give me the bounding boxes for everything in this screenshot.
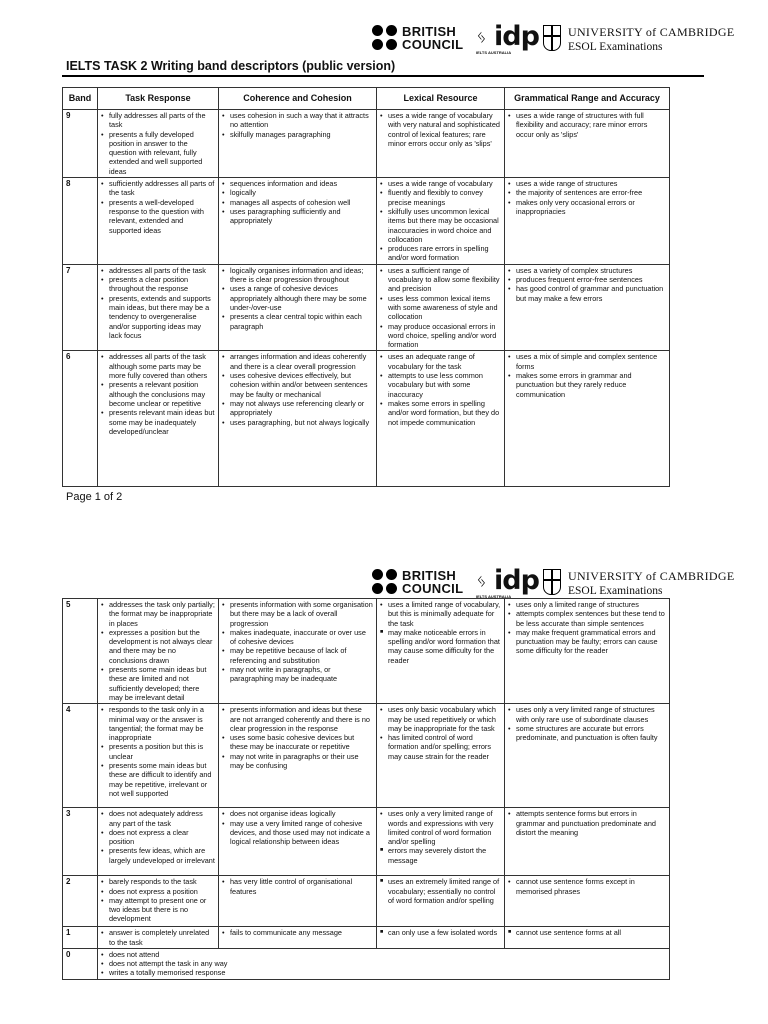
british-council-dots-icon bbox=[372, 569, 398, 595]
british-council-text: BRITISH COUNCIL bbox=[402, 568, 464, 596]
band-row-3 bbox=[63, 808, 670, 876]
lexical-cell-list bbox=[380, 266, 501, 350]
task-response-cell bbox=[98, 704, 219, 808]
coherence-cell bbox=[219, 599, 377, 704]
descriptor-item: • skilfully uses uncommon lexical items but there may be occasional inaccuracies in word choice and collocation bbox=[380, 207, 501, 244]
lexical-cell bbox=[377, 264, 505, 351]
descriptor-item: • sequences information and ideas bbox=[222, 179, 373, 188]
coherence-cell bbox=[219, 351, 377, 487]
descriptor-item: • presents information with some organisation but there may be a lack of overall progression bbox=[222, 600, 373, 628]
descriptor-item: • some structures are accurate but errors predominate, and punctuation is often faulty bbox=[508, 724, 666, 743]
descriptor-item: • may not always use referencing clearly or appropriately bbox=[222, 399, 373, 418]
grammar-cell bbox=[505, 876, 670, 927]
coherence-cell bbox=[219, 876, 377, 927]
descriptor-item: • may attempt to present one or two ideas but there is no development bbox=[101, 896, 215, 924]
coherence-cell-list bbox=[222, 705, 373, 770]
descriptor-item: • attempts sentence forms but errors in grammar and punctuation predominate and distort the meaning bbox=[508, 809, 666, 837]
idp-mark-icon: ᛃ bbox=[476, 571, 487, 591]
descriptor-item: • answer is completely unrelated to the task bbox=[101, 928, 215, 947]
descriptor-item: • skilfully manages paragraphing bbox=[222, 130, 373, 139]
idp-subtext: IELTS AUSTRALIA bbox=[476, 594, 512, 599]
descriptor-item: • the majority of sentences are error-free bbox=[508, 188, 666, 197]
band-number: 4 bbox=[63, 704, 98, 808]
band-row-5 bbox=[63, 599, 670, 704]
descriptor-item: • presents a well-developed response to the question with relevant, extended and supported ideas bbox=[101, 198, 215, 235]
coherence-cell bbox=[219, 927, 377, 949]
descriptor-item: • logically bbox=[222, 188, 373, 197]
descriptor-item: ■ can only use a few isolated words bbox=[380, 928, 501, 937]
cambridge-name: UNIVERSITY of CAMBRIDGE bbox=[568, 25, 735, 39]
band-number: 1 bbox=[63, 927, 98, 949]
coherence-cell bbox=[219, 704, 377, 808]
header-band: Band bbox=[63, 88, 98, 110]
descriptor-item: • presents a fully developed position in answer to the question with relevant, fully extended and well supported ideas bbox=[101, 130, 215, 176]
descriptor-item: ■ errors may severely distort the message bbox=[380, 846, 501, 865]
descriptor-item: • may not write in paragraphs, or paragraphing may be inadequate bbox=[222, 665, 373, 684]
band-number: 7 bbox=[63, 264, 98, 351]
coherence-cell-list bbox=[222, 266, 373, 331]
band-number: 6 bbox=[63, 351, 98, 487]
descriptor-item: • uses a sufficient range of vocabulary to allow some flexibility and precision bbox=[380, 266, 501, 294]
grammar-cell bbox=[505, 808, 670, 876]
task-response-cell-list bbox=[101, 705, 215, 798]
task-response-cell bbox=[98, 876, 219, 927]
lexical-cell-list bbox=[380, 111, 501, 148]
descriptor-item: • presents some main ideas but these are limited and not sufficiently developed; there may be irrelevant detail bbox=[101, 665, 215, 702]
cambridge-name: UNIVERSITY of CAMBRIDGE bbox=[568, 569, 735, 583]
coherence-cell-list bbox=[222, 877, 373, 896]
descriptor-item: • expresses a position but the development is not always clear and there may be no conclusions drawn bbox=[101, 628, 215, 665]
descriptor-item: • uses a wide range of vocabulary with very natural and sophisticated control of lexical features; rare minor errors occur only as 'slips' bbox=[380, 111, 501, 148]
descriptor-item: • uses a wide range of structures bbox=[508, 179, 666, 188]
task-response-cell bbox=[98, 599, 219, 704]
page-number: Page 1 of 2 bbox=[66, 491, 123, 503]
band-number: 8 bbox=[63, 178, 98, 265]
descriptor-item: • addresses the task only partially; the format may be inappropriate in places bbox=[101, 600, 215, 628]
band-number: 0 bbox=[63, 948, 98, 979]
band0-cell bbox=[98, 948, 670, 979]
band-descriptor-table-page2 bbox=[62, 598, 670, 980]
grammar-cell-list bbox=[508, 179, 666, 216]
descriptor-item: • presents a relevant position although the conclusions may become unclear or repetitive bbox=[101, 380, 215, 408]
cambridge-crest-icon bbox=[543, 569, 561, 595]
descriptor-item: • cannot use sentence forms except in memorised phrases bbox=[508, 877, 666, 896]
descriptor-item: • uses a limited range of vocabulary, but this is minimally adequate for the task bbox=[380, 600, 501, 628]
descriptor-item: • uses a wide range of structures with full flexibility and accuracy; rare minor errors occur only as 'slips' bbox=[508, 111, 666, 139]
descriptor-item: • may produce occasional errors in word choice, spelling and/or word formation bbox=[380, 322, 501, 350]
descriptor-item: • produces frequent error-free sentences bbox=[508, 275, 666, 284]
cambridge-crest-icon bbox=[543, 25, 561, 51]
descriptor-item: • fails to communicate any message bbox=[222, 928, 373, 937]
descriptor-item: • uses less common lexical items with some awareness of style and collocation bbox=[380, 294, 501, 322]
grammar-cell-list bbox=[508, 600, 666, 656]
descriptor-item: • uses a mix of simple and complex sentence forms bbox=[508, 352, 666, 371]
band-number: 5 bbox=[63, 599, 98, 704]
lexical-cell-list bbox=[380, 352, 501, 426]
logo-bar-page2 bbox=[372, 565, 735, 601]
descriptor-item: • uses a variety of complex structures bbox=[508, 266, 666, 275]
grammar-cell-list bbox=[508, 266, 666, 303]
header-coherence: Coherence and Cohesion bbox=[219, 88, 377, 110]
descriptor-item: • produces rare errors in spelling and/or word formation bbox=[380, 244, 501, 263]
descriptor-item: • does not organise ideas logically bbox=[222, 809, 373, 818]
descriptor-item: • addresses all parts of the task bbox=[101, 266, 215, 275]
descriptor-item: • presents a clear central topic within each paragraph bbox=[222, 312, 373, 331]
grammar-cell bbox=[505, 178, 670, 265]
grammar-cell bbox=[505, 110, 670, 178]
descriptor-item: • may use a very limited range of cohesive devices, and those used may not indicate a logical relationship between ideas bbox=[222, 819, 373, 847]
descriptor-item: • does not adequately address any part of the task bbox=[101, 809, 215, 828]
band-row-1 bbox=[63, 927, 670, 949]
descriptor-item: • manages all aspects of cohesion well bbox=[222, 198, 373, 207]
descriptor-item: • uses a wide range of vocabulary bbox=[380, 179, 501, 188]
task-response-cell-list bbox=[101, 809, 215, 865]
descriptor-item: • presents relevant main ideas but some may be inadequately developed/unclear bbox=[101, 408, 215, 436]
lexical-cell-list bbox=[380, 877, 501, 905]
lexical-cell-list bbox=[380, 179, 501, 263]
task-response-cell bbox=[98, 110, 219, 178]
task-response-cell-list bbox=[101, 179, 215, 235]
british-council-text: BRITISH COUNCIL bbox=[402, 24, 464, 52]
descriptor-item: • has very little control of organisational features bbox=[222, 877, 373, 896]
descriptor-item: ■ cannot use sentence forms at all bbox=[508, 928, 666, 937]
grammar-cell bbox=[505, 599, 670, 704]
descriptor-item: ■ may make noticeable errors in spelling and/or word formation that may cause some difficulty for the reader bbox=[380, 628, 501, 665]
document-title: IELTS TASK 2 Writing band descriptors (public version) bbox=[66, 59, 396, 73]
logo-bar bbox=[372, 21, 735, 57]
table-header-row bbox=[63, 88, 670, 110]
grammar-cell bbox=[505, 704, 670, 808]
coherence-cell-list bbox=[222, 809, 373, 846]
task-response-cell-list bbox=[101, 877, 215, 923]
task-response-cell bbox=[98, 178, 219, 265]
header-task-response: Task Response bbox=[98, 88, 219, 110]
cambridge-esol: ESOL Examinations bbox=[568, 41, 663, 53]
cambridge-esol: ESOL Examinations bbox=[568, 585, 663, 597]
descriptor-item: • uses an adequate range of vocabulary for the task bbox=[380, 352, 501, 371]
grammar-cell-list bbox=[508, 705, 666, 742]
idp-subtext: IELTS AUSTRALIA bbox=[476, 50, 512, 55]
lexical-cell bbox=[377, 808, 505, 876]
grammar-cell bbox=[505, 927, 670, 949]
coherence-cell bbox=[219, 808, 377, 876]
coherence-cell-list bbox=[222, 111, 373, 139]
descriptor-item: • makes inadequate, inaccurate or over use of cohesive devices bbox=[222, 628, 373, 647]
descriptor-item: • presents, extends and supports main ideas, but there may be a tendency to overgeneralise and/or supporting ideas may lack focus bbox=[101, 294, 215, 340]
coherence-cell bbox=[219, 178, 377, 265]
header-lexical: Lexical Resource bbox=[377, 88, 505, 110]
descriptor-item: • presents some main ideas but these are difficult to identify and may be repetitive, irrelevant or not well supported bbox=[101, 761, 215, 798]
band-number: 3 bbox=[63, 808, 98, 876]
task-response-cell-list bbox=[101, 352, 215, 436]
lexical-cell bbox=[377, 351, 505, 487]
descriptor-item: • makes some errors in grammar and punctuation but they rarely reduce communication bbox=[508, 371, 666, 399]
descriptor-item: • responds to the task only in a minimal way or the answer is tangential; the format may be inappropriate bbox=[101, 705, 215, 742]
descriptor-item: • makes only very occasional errors or inappropriacies bbox=[508, 198, 666, 217]
task-response-cell-list bbox=[101, 928, 215, 947]
descriptor-item: • addresses all parts of the task although some parts may be more fully covered than others bbox=[101, 352, 215, 380]
grammar-cell bbox=[505, 351, 670, 487]
lexical-cell-list bbox=[380, 809, 501, 865]
idp-mark-icon: ᛃ bbox=[476, 27, 487, 47]
descriptor-item: • does not attempt the task in any way bbox=[101, 959, 666, 968]
descriptor-item: • does not express a position bbox=[101, 887, 215, 896]
descriptor-item: • has good control of grammar and punctuation but may make a few errors bbox=[508, 284, 666, 303]
lexical-cell bbox=[377, 110, 505, 178]
grammar-cell-list bbox=[508, 928, 666, 937]
task-response-cell bbox=[98, 927, 219, 949]
task-response-cell-list bbox=[101, 266, 215, 340]
descriptor-item: • uses only a limited range of structures bbox=[508, 600, 666, 609]
band-row-8 bbox=[63, 178, 670, 265]
band-descriptor-table-page1 bbox=[62, 87, 670, 487]
lexical-cell-list bbox=[380, 705, 501, 761]
lexical-cell bbox=[377, 178, 505, 265]
descriptor-item: • logically organises information and ideas; there is clear progression throughout bbox=[222, 266, 373, 285]
lexical-cell-list bbox=[380, 928, 501, 937]
descriptor-item: • barely responds to the task bbox=[101, 877, 215, 886]
band-row-4 bbox=[63, 704, 670, 808]
task-response-cell bbox=[98, 351, 219, 487]
descriptor-item: • attempts to use less common vocabulary but with some inaccuracy bbox=[380, 371, 501, 399]
grammar-cell-list bbox=[508, 809, 666, 837]
descriptor-item: • does not express a clear position bbox=[101, 828, 215, 847]
descriptor-item: • uses a range of cohesive devices appropriately although there may be some under-/over-use bbox=[222, 284, 373, 312]
band0-cell-list bbox=[101, 950, 666, 978]
descriptor-item: • has limited control of word formation and/or spelling; errors may cause strain for the reader bbox=[380, 733, 501, 761]
task-response-cell bbox=[98, 808, 219, 876]
descriptor-item: • may not write in paragraphs or their use may be confusing bbox=[222, 752, 373, 771]
idp-logo bbox=[476, 21, 539, 57]
coherence-cell-list bbox=[222, 352, 373, 426]
title-divider bbox=[62, 75, 704, 77]
british-council-dots-icon bbox=[372, 25, 398, 51]
british-council-logo bbox=[372, 569, 462, 595]
coherence-cell bbox=[219, 110, 377, 178]
band-number: 2 bbox=[63, 876, 98, 927]
task-response-cell-list bbox=[101, 111, 215, 176]
grammar-cell bbox=[505, 264, 670, 351]
lexical-cell bbox=[377, 599, 505, 704]
task-response-cell-list bbox=[101, 600, 215, 702]
descriptor-item: • uses only a very limited range of structures with only rare use of subordinate clauses bbox=[508, 705, 666, 724]
band-row-9 bbox=[63, 110, 670, 178]
descriptor-item: • presents few ideas, which are largely undeveloped or irrelevant bbox=[101, 846, 215, 865]
descriptor-item: • arranges information and ideas coherently and there is a clear overall progression bbox=[222, 352, 373, 371]
lexical-cell bbox=[377, 927, 505, 949]
idp-text: idp bbox=[494, 21, 539, 52]
descriptor-item: • sufficiently addresses all parts of the task bbox=[101, 179, 215, 198]
descriptor-item: • uses only basic vocabulary which may be used repetitively or which may be inappropriate for the task bbox=[380, 705, 501, 733]
descriptor-item: • does not attend bbox=[101, 950, 666, 959]
coherence-cell-list bbox=[222, 179, 373, 225]
descriptor-item: • uses only a very limited range of words and expressions with very limited control of word formation and/or spelling bbox=[380, 809, 501, 846]
descriptor-item: • uses cohesion in such a way that it attracts no attention bbox=[222, 111, 373, 130]
lexical-cell bbox=[377, 704, 505, 808]
task-response-cell bbox=[98, 264, 219, 351]
band-row-2 bbox=[63, 876, 670, 927]
band-row-0 bbox=[63, 948, 670, 979]
band-number: 9 bbox=[63, 110, 98, 178]
band-row-6 bbox=[63, 351, 670, 487]
idp-text: idp bbox=[494, 565, 539, 596]
descriptor-item: • presents a position but this is unclear bbox=[101, 742, 215, 761]
descriptor-item: • writes a totally memorised response bbox=[101, 968, 666, 977]
coherence-cell-list bbox=[222, 928, 373, 937]
descriptor-item: • may be repetitive because of lack of referencing and substitution bbox=[222, 646, 373, 665]
descriptor-item: • presents a clear position throughout the response bbox=[101, 275, 215, 294]
lexical-cell-list bbox=[380, 600, 501, 665]
grammar-cell-list bbox=[508, 352, 666, 398]
descriptor-item: • fluently and flexibly to convey precise meanings bbox=[380, 188, 501, 207]
lexical-cell bbox=[377, 876, 505, 927]
grammar-cell-list bbox=[508, 111, 666, 139]
descriptor-item: • makes some errors in spelling and/or word formation, but they do not impede communication bbox=[380, 399, 501, 427]
descriptor-item: • may make frequent grammatical errors and punctuation may be faulty; errors can cause some difficulty for the reader bbox=[508, 628, 666, 656]
descriptor-item: • uses paragraphing, but not always logically bbox=[222, 418, 373, 427]
grammar-cell-list bbox=[508, 877, 666, 896]
header-grammar: Grammatical Range and Accuracy bbox=[505, 88, 670, 110]
descriptor-item: ■ uses an extremely limited range of vocabulary; essentially no control of word formation and/or spelling bbox=[380, 877, 501, 905]
descriptor-item: • uses paragraphing sufficiently and appropriately bbox=[222, 207, 373, 226]
descriptor-item: • uses some basic cohesive devices but these may be inaccurate or repetitive bbox=[222, 733, 373, 752]
descriptor-item: • fully addresses all parts of the task bbox=[101, 111, 215, 130]
descriptor-item: • uses cohesive devices effectively, but cohesion within and/or between sentences may be faulty or mechanical bbox=[222, 371, 373, 399]
band-row-7 bbox=[63, 264, 670, 351]
coherence-cell-list bbox=[222, 600, 373, 684]
descriptor-item: • presents information and ideas but these are not arranged coherently and there is no clear progression in the response bbox=[222, 705, 373, 733]
descriptor-item: • attempts complex sentences but these tend to be less accurate than simple sentences bbox=[508, 609, 666, 628]
coherence-cell bbox=[219, 264, 377, 351]
idp-logo bbox=[476, 565, 539, 601]
british-council-logo bbox=[372, 25, 462, 51]
